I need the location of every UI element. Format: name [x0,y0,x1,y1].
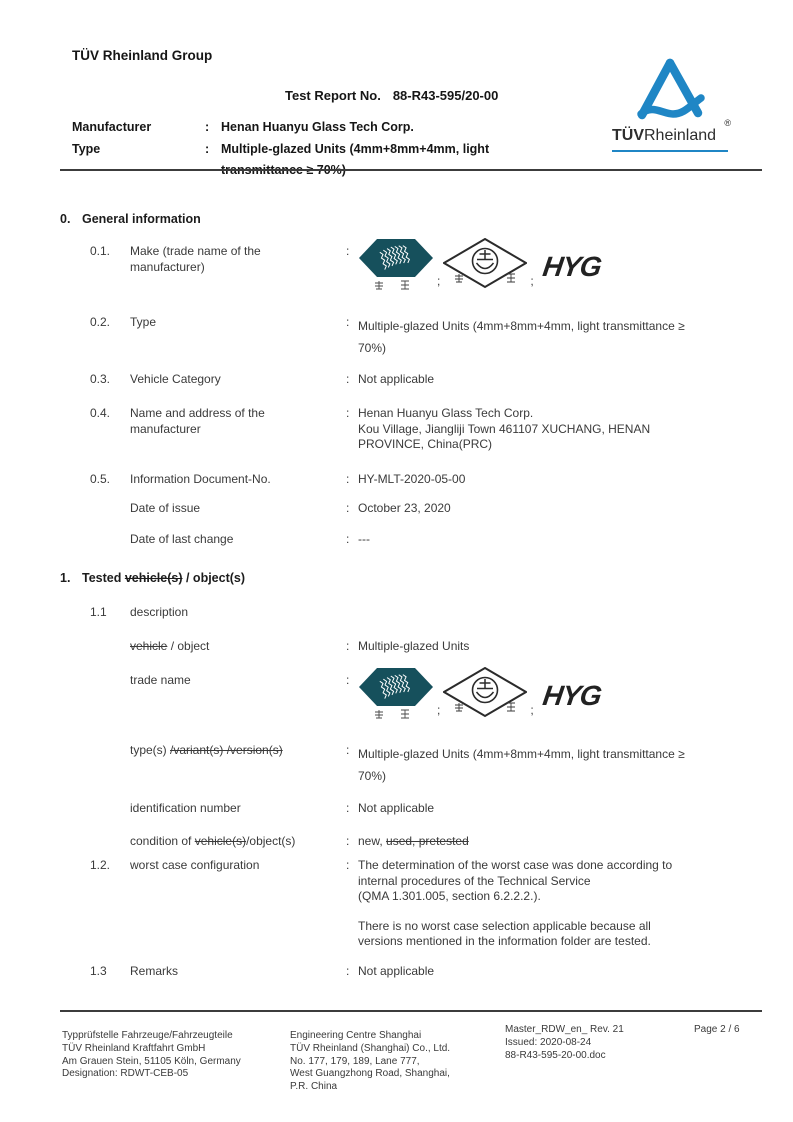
tuv-wordmark-rest: Rheinland [644,127,717,144]
row-0-2-type [90,315,762,359]
item-number [90,801,130,817]
type-value [221,139,489,181]
type-value-line1: Multiple-glazed Units (4mm+8mm+4mm, light [221,142,490,156]
hexagon-glass-logo-icon [358,238,434,290]
item-value [358,406,762,453]
item-number: 0.5. [90,472,111,486]
item-label [130,834,346,850]
footer-line: West Guangzhong Road, Shanghai, [290,1068,450,1080]
item-label: Name and address of the manufacturer [130,406,265,436]
footer-line: TÜV Rheinland Kraftfahrt GmbH [62,1042,206,1054]
item-value [358,743,762,787]
item-number [90,673,130,719]
registered-trademark-icon: ® [724,118,731,128]
report-number: 88-R43-595/20-00 [392,88,499,103]
row-identification-number [90,801,762,817]
diamond-glass-logo-icon [443,238,527,290]
footer-line: Am Grauen Stein, 51105 Köln, Germany [62,1055,241,1067]
value-line: There is no worst case selection applicable because all [358,918,651,933]
colon: : [346,472,350,486]
colon: : [346,673,350,687]
title-part: Tested [82,571,125,585]
item-number: 1.2. [90,858,111,872]
item-label: Date of last change [130,532,234,546]
value-line: The determination of the worst case was done according to [358,858,673,872]
manufacturer-row [72,117,414,138]
tuv-triangle-icon [632,57,708,123]
item-label: identification number [130,801,241,815]
item-number: 1.3 [90,964,107,978]
item-value [358,858,762,950]
value-line: 70%) [358,769,387,783]
colon: : [346,501,350,515]
type-label: Type [72,142,101,156]
colon: : [346,406,350,420]
title-part-struck: vehicle(s) [124,571,183,585]
row-0-4-manufacturer-address [90,406,762,453]
value-line: versions mentioned in the information folder are tested. [358,934,651,948]
label-part: type(s) [130,743,171,757]
item-value [358,605,762,621]
trade-mark-logos [358,238,738,290]
section-0-heading [60,212,201,226]
footer-line: Issued: 2020-08-24 [505,1036,592,1048]
hexagon-glass-logo-icon [358,667,434,719]
item-number [90,834,130,850]
value-line: Multiple-glazed Units (4mm+8mm+4mm, light transmittance ≥ [358,747,685,761]
footer-address-shanghai [290,1030,450,1094]
item-value: Not applicable [358,964,435,978]
value-part: new, [358,834,387,848]
row-types-variants-versions [90,743,762,787]
label-part-struck: vehicle [130,639,168,653]
footer-line: No. 177, 179, 189, Lane 777, [290,1055,420,1067]
tuv-wordmark [612,118,731,145]
value-part-struck: used, pretested [386,834,469,848]
row-vehicle-object [90,639,762,655]
colon: : [346,964,350,978]
item-number: 0.4. [90,406,111,420]
manufacturer-value: Henan Huanyu Glass Tech Corp. [221,120,414,134]
item-value: Multiple-glazed Units [358,639,470,653]
logo-separator: ; [530,702,534,717]
item-number: 1.1 [90,605,107,619]
label-part-struck: /variant(s) /version(s) [170,743,283,757]
label-part: / object [167,639,210,653]
item-number: 0.2. [90,315,111,329]
colon: : [346,315,350,329]
section-1-number: 1. [60,571,71,585]
item-label: Date of issue [130,501,201,515]
logo-separator: ; [437,702,441,717]
footer-divider [60,1010,762,1012]
item-value: Not applicable [358,372,435,386]
item-label: Information Document-No. [130,472,271,486]
colon: : [346,639,350,653]
footer-document-info [505,1024,624,1062]
colon: : [205,142,210,156]
colon: : [346,372,350,386]
item-value: Not applicable [358,801,435,815]
colon: : [346,532,350,546]
footer-line: Master_RDW_en_ Rev. 21 [505,1024,624,1035]
colon: : [205,120,210,134]
section-0-title: General information [82,212,201,226]
row-date-of-issue [90,501,762,517]
row-0-5-information-document [90,472,762,488]
value-line: Henan Huanyu Glass Tech Corp. [358,406,534,420]
item-label: worst case configuration [130,858,260,872]
footer-line: Designation: RDWT-CEB-05 [62,1068,189,1080]
colon: : [346,834,350,848]
item-value [358,834,762,850]
logo-separator: ; [437,273,441,288]
item-number [90,532,130,548]
header-divider [60,169,762,171]
row-1-1-description [90,605,762,621]
item-value [358,315,762,359]
row-condition [90,834,762,850]
item-label: Remarks [130,964,179,978]
item-number [90,639,130,655]
item-number [90,743,130,787]
item-label: description [130,605,189,619]
item-label: Type [130,315,157,329]
report-title [285,88,498,103]
colon: : [346,801,350,815]
tuv-rheinland-logo [612,57,731,152]
item-value: --- [358,532,370,546]
colon: : [346,858,350,872]
item-value: October 23, 2020 [358,501,451,515]
title-part: / object(s) [182,571,246,585]
item-number: 0.3. [90,372,111,386]
report-title-label: Test Report No. [285,88,381,103]
section-1-title [82,571,245,585]
hyg-logo: HYG [540,251,603,282]
value-line: internal procedures of the Technical Service [358,873,591,888]
item-label: trade name [130,673,191,687]
logo-separator: ; [530,273,534,288]
type-row [72,139,489,181]
footer-line: 88-R43-595-20-00.doc [505,1049,606,1061]
footer-line: Typprüfstelle Fahrzeuge/Fahrzeugteile [62,1030,233,1041]
value-line: 70%) [358,341,387,355]
page-number: Page 2 / 6 [694,1024,740,1035]
value-line: PROVINCE, China(PRC) [358,437,493,451]
colon: : [346,743,350,757]
company-group-title: TÜV Rheinland Group [72,48,213,63]
manufacturer-label: Manufacturer [72,120,152,134]
label-part: condition of [130,834,195,848]
value-line: Multiple-glazed Units (4mm+8mm+4mm, light transmittance ≥ [358,319,685,333]
diamond-glass-logo-icon [443,667,527,719]
item-value: HY-MLT-2020-05-00 [358,472,466,486]
colon: : [346,244,350,258]
row-0-1-make [90,244,762,290]
item-number [90,501,130,517]
footer-line: P.R. China [290,1081,338,1093]
value-line: (QMA 1.301.005, section 6.2.2.2.). [358,889,541,903]
section-1-heading [60,571,245,585]
row-date-of-last-change [90,532,762,548]
row-1-2-worst-case [90,858,762,950]
tuv-logo-underline [612,150,728,152]
footer-address-germany [62,1030,241,1081]
item-label [130,639,346,655]
trade-mark-logos [358,667,738,719]
row-trade-name [90,673,762,719]
item-label: Vehicle Category [130,372,221,386]
row-1-3-remarks [90,964,762,980]
footer-line: Engineering Centre Shanghai [290,1030,422,1041]
section-0-number: 0. [60,212,71,226]
footer-line: TÜV Rheinland (Shanghai) Co., Ltd. [290,1042,451,1054]
trade-name-logos [358,673,762,719]
label-part: /object(s) [246,834,296,848]
item-label: Make (trade name of the manufacturer) [130,244,261,274]
row-0-3-vehicle-category [90,372,762,388]
value-line: Kou Village, Jiangliji Town 461107 XUCHANG, HENAN [358,421,651,436]
label-part-struck: vehicle(s) [194,834,247,848]
item-label [130,743,346,787]
hyg-logo: HYG [540,680,603,711]
make-logos [358,244,762,290]
tuv-wordmark-bold: TÜV [612,127,644,144]
colon [346,605,358,621]
item-number: 0.1. [90,244,111,258]
